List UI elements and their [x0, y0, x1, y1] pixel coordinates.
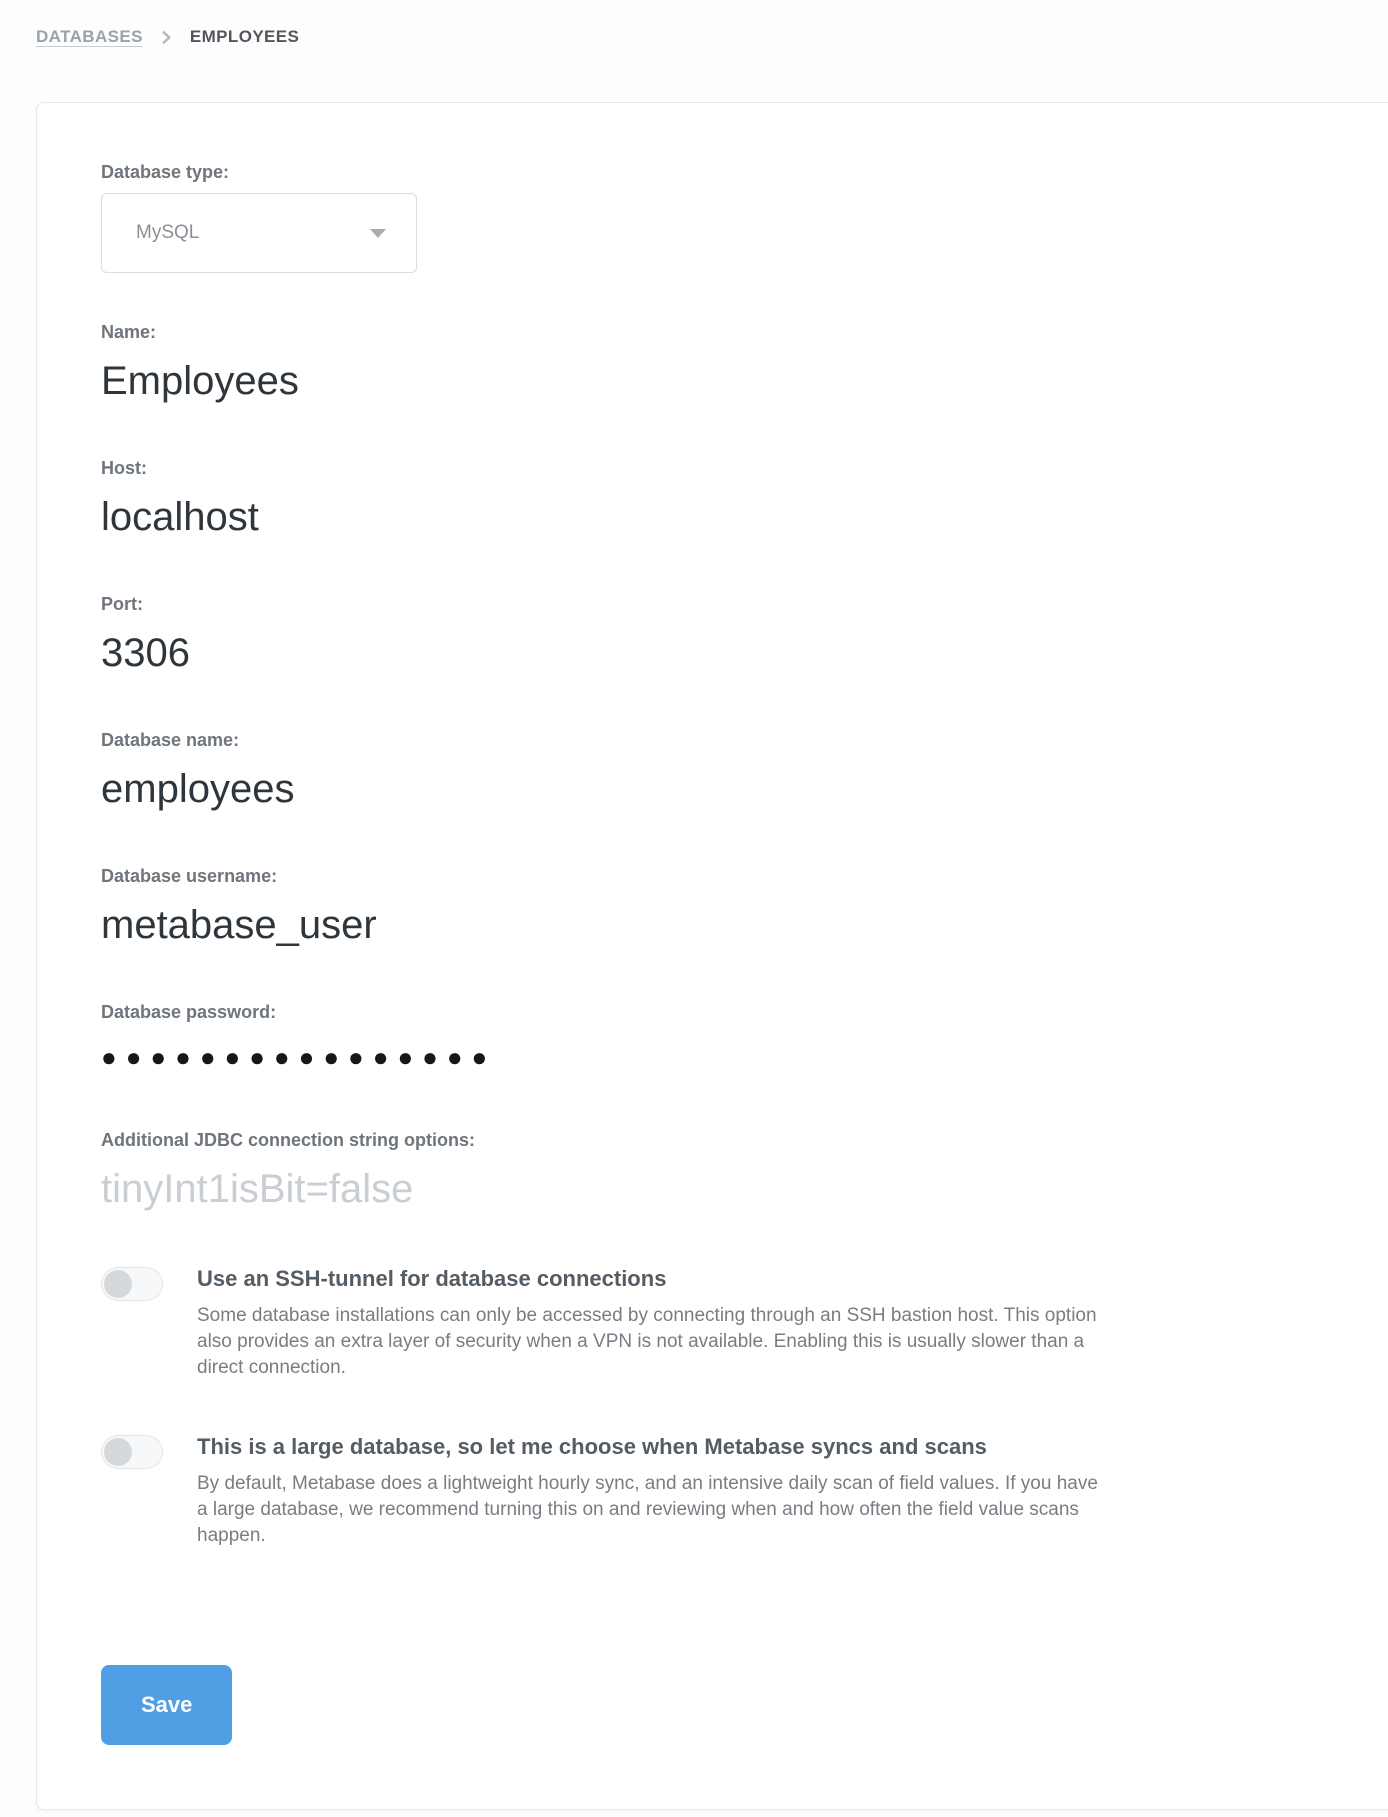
save-button[interactable]: Save: [101, 1665, 232, 1745]
breadcrumb: [0, 0, 1388, 48]
ssh-tunnel-title: Use an SSH-tunnel for database connections: [197, 1266, 667, 1291]
field-group-host: [101, 457, 1339, 545]
description-line: direct connection.: [197, 1357, 346, 1378]
jdbc-options-input[interactable]: [101, 1161, 741, 1217]
ssh-tunnel-text: [197, 1265, 1097, 1381]
host-label: Host:: [101, 458, 147, 478]
jdbc-options-label: Additional JDBC connection string options:: [101, 1130, 475, 1150]
database-name-input[interactable]: [101, 761, 741, 817]
description-line: also provides an extra layer of security when a VPN is not available. Enabling this is usually slower than a: [197, 1331, 1085, 1352]
breadcrumb-databases-link[interactable]: DATABASES: [36, 27, 143, 46]
port-label: Port:: [101, 594, 143, 614]
toggle-knob: [104, 1270, 132, 1298]
name-input[interactable]: [101, 353, 741, 409]
field-group-database-type: [101, 161, 1339, 273]
breadcrumb-current-employees: EMPLOYEES: [189, 27, 300, 46]
field-group-name: [101, 321, 1339, 409]
field-group-port: [101, 593, 1339, 681]
database-password-input[interactable]: [101, 1033, 741, 1081]
name-label: Name:: [101, 322, 157, 342]
port-input[interactable]: [101, 625, 741, 681]
database-edit-card: [36, 102, 1388, 1810]
database-type-selected-value: MySQL: [136, 222, 200, 243]
field-group-database-username: [101, 865, 1339, 953]
field-group-database-password: [101, 1001, 1339, 1081]
large-database-description: [197, 1471, 1098, 1549]
description-line: happen.: [197, 1525, 266, 1546]
database-username-label: Database username:: [101, 866, 278, 886]
field-group-database-name: [101, 729, 1339, 817]
description-line: Some database installations can only be accessed by connecting through an SSH bastion host. This option: [197, 1305, 1097, 1326]
database-name-label: Database name:: [101, 730, 240, 750]
chevron-right-icon: [159, 30, 174, 45]
description-line: a large database, we recommend turning this on and reviewing when and how often the field value scans: [197, 1499, 1079, 1520]
description-line: By default, Metabase does a lightweight hourly sync, and an intensive daily scan of field values. If you have: [197, 1473, 1098, 1494]
large-database-toggle[interactable]: [101, 1435, 163, 1469]
database-type-select[interactable]: [101, 193, 417, 273]
chevron-down-icon: [370, 229, 386, 238]
database-username-input[interactable]: [101, 897, 741, 953]
database-password-label: Database password:: [101, 1002, 277, 1022]
ssh-tunnel-description: [197, 1303, 1097, 1381]
host-input[interactable]: [101, 489, 741, 545]
large-database-title: This is a large database, so let me choose when Metabase syncs and scans: [197, 1434, 987, 1459]
ssh-tunnel-section: [101, 1265, 1339, 1381]
field-group-jdbc-options: [101, 1129, 1339, 1217]
database-type-label: Database type:: [101, 162, 230, 182]
large-database-section: [101, 1433, 1339, 1549]
ssh-tunnel-toggle[interactable]: [101, 1267, 163, 1301]
toggle-knob: [104, 1438, 132, 1466]
large-database-text: [197, 1433, 1098, 1549]
